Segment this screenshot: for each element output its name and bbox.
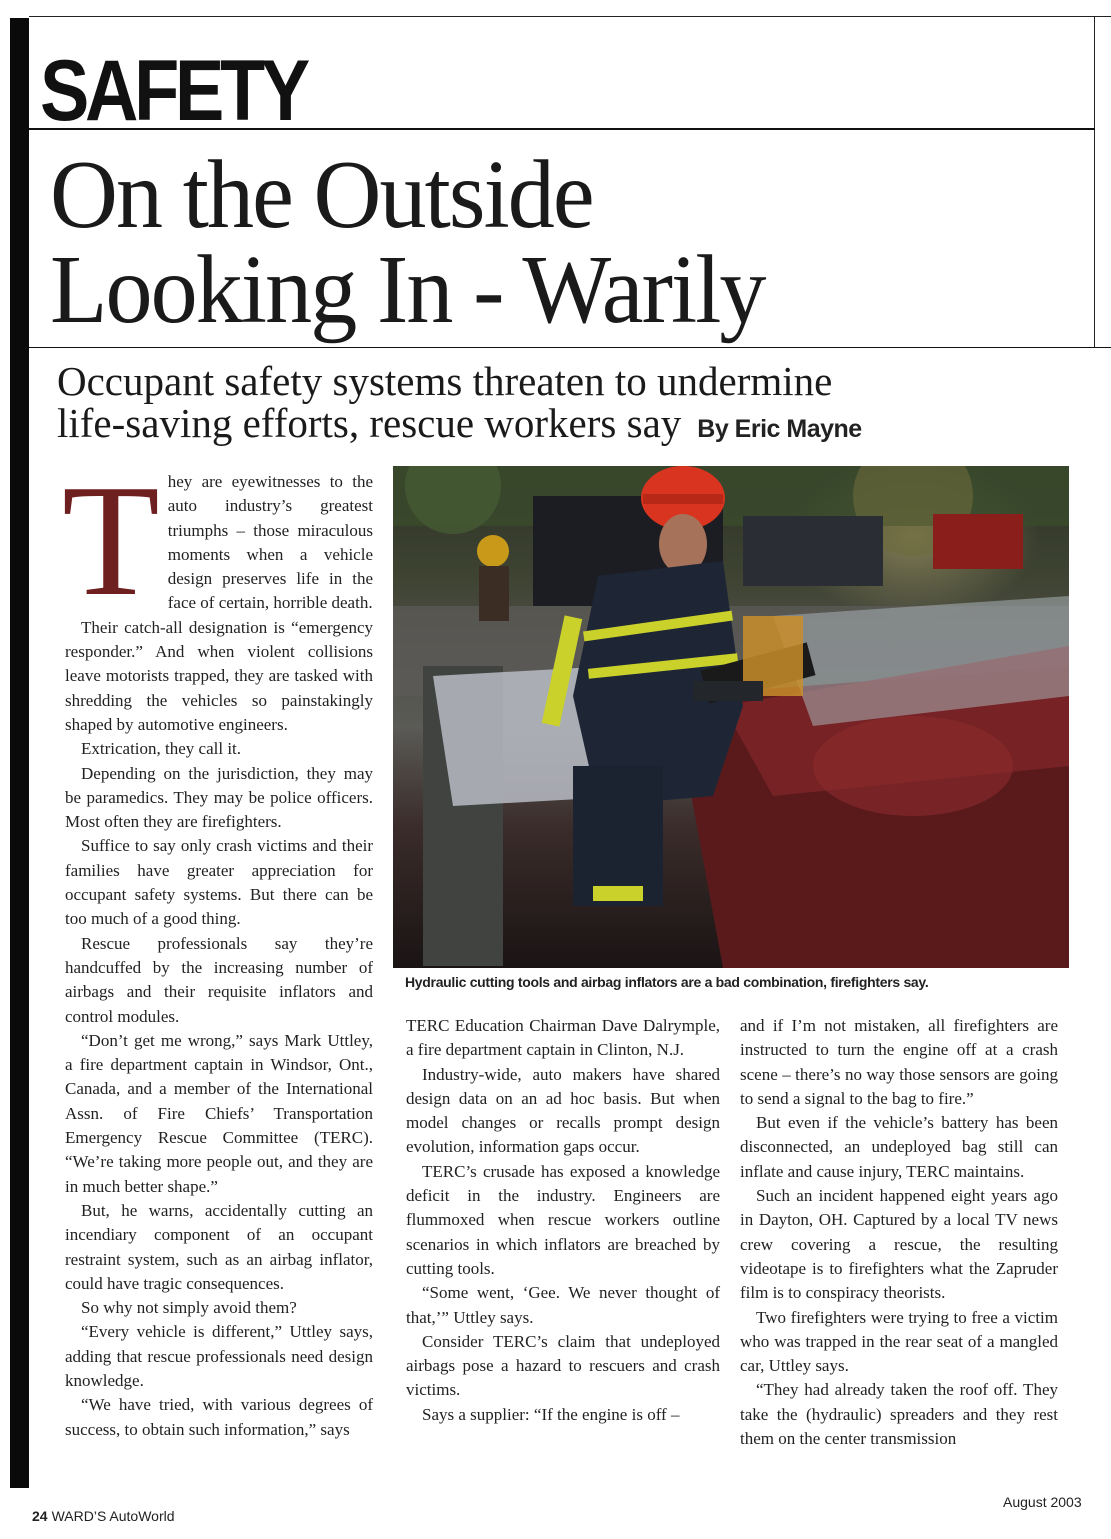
paragraph: Their catch-all designation is “emergency responder.” And when violent collisions leave motorists trapped, they are tasked with shredding the vehicles so painstakingly shaped by automotive engineers. (65, 617, 373, 734)
byline: By Eric Mayne (697, 415, 862, 443)
paragraph: “Every vehicle is different,” Uttley says, adding that rescue professionals need design knowledge. (65, 1322, 373, 1390)
publication-name: WARD’S AutoWorld (51, 1508, 175, 1524)
deck-line-2 (57, 402, 1097, 450)
paragraph: TERC Education Chairman Dave Dalrymple, a fire department captain in Clinton, N.J. (406, 1016, 720, 1060)
headline-line-1: On the Outside (50, 141, 593, 249)
top-rule (29, 16, 1111, 17)
paragraph: So why not simply avoid them? (81, 1298, 297, 1318)
paragraph: Extrication, they call it. (81, 739, 242, 759)
paragraph: Consider TERC’s claim that undeployed airbags pose a hazard to rescuers and crash victims. (406, 1331, 720, 1400)
deck-line-2-text: life-saving efforts, rescue workers say (57, 400, 682, 446)
headline-rule (29, 347, 1111, 348)
article-column-1 (62, 451, 373, 1442)
paragraph: Depending on the jurisdiction, they may be paramedics. They may be police officers. Most often they are firefighters. (65, 763, 373, 832)
paragraph: Rescue professionals say they’re handcuffed by the increasing number of airbags and their requisite inflators and control modules. (65, 933, 373, 1026)
paragraph: Industry-wide, auto makers have shared design data on an ad hoc basis. But when model changes or recalls prompt design evolution, information gaps occur. (406, 1064, 720, 1157)
paragraph: TERC’s crusade has exposed a knowledge deficit in the industry. Engineers are flummoxed when rescue workers outline scenarios in which inflators are breached by cutting tools. (406, 1161, 720, 1278)
left-margin-bar (10, 18, 29, 1488)
issue-date: August 2003 (1003, 1494, 1082, 1510)
page-footer (32, 1508, 175, 1524)
paragraph: “Some went, ‘Gee. We never thought of that,’” Uttley says. (406, 1283, 720, 1327)
section-label: SAFETY (40, 43, 306, 139)
paragraph: and if I’m not mistaken, all firefighters are instructed to turn the engine off at a crash scene – there’s no way those sensors are going to send a signal to the bag to fire.” (740, 1016, 1058, 1108)
paragraph: Suffice to say only crash victims and their families have greater appreciation for occupant safety systems. But there can be too much of a good thing. (65, 836, 373, 929)
headline-line-2: Looking In - Warily (50, 236, 765, 344)
page-number: 24 (32, 1508, 48, 1524)
photo-firefighter-extrication (393, 466, 1069, 968)
lead-paragraph (62, 451, 373, 629)
paragraph: But, he warns, accidentally cutting an incendiary component of an occupant restraint system, such as an airbag inflator, could have tragic consequences. (65, 1200, 373, 1293)
paragraph: Such an incident happened eight years ago in Dayton, OH. Captured by a local TV news crew covering a rescue, the resulting videotape is to firefighters what the Zapruder film is to conspiracy theorists. (740, 1186, 1058, 1303)
deck-line-1: Occupant safety systems threaten to undermine (57, 358, 833, 404)
right-rule (1094, 16, 1095, 348)
headline (50, 141, 794, 344)
photo-caption: Hydraulic cutting tools and airbag inflators are a bad combination, firefighters say. (405, 974, 929, 990)
photo-illustration (393, 466, 1069, 968)
drop-cap: T (62, 451, 160, 629)
paragraph: Two firefighters were trying to free a victim who was trapped in the rear seat of a mangled car, Uttley says. (740, 1307, 1058, 1376)
lead-text: hey are eyewitnesses to the auto industry’s greatest triumphs – those miraculous moments when a vehicle design preserves life in the face of certain, horrible death. (167, 472, 373, 613)
paragraph: “We have tried, with various degrees of success, to obtain such information,” says (65, 1395, 373, 1439)
paragraph: But even if the vehicle’s battery has been disconnected, an undeployed bag still can inflate and cause injury, TERC maintains. (740, 1113, 1058, 1181)
article-column-2 (406, 1014, 720, 1427)
paragraph: “They had already taken the roof off. They take the (hydraulic) spreaders and they rest them on the center transmission (740, 1380, 1058, 1449)
deck (57, 360, 1097, 450)
paragraph: Says a supplier: “If the engine is off – (422, 1404, 680, 1424)
article-column-3 (740, 1014, 1058, 1451)
paragraph: “Don’t get me wrong,” says Mark Uttley, a fire department captain in Windsor, Ont., Canada, and a member of the International Assn. of Fire Chiefs’ Transportation Emergency Rescue Committee (TERC). “We’re taking more people out, and they are in much better shape.” (65, 1030, 373, 1196)
